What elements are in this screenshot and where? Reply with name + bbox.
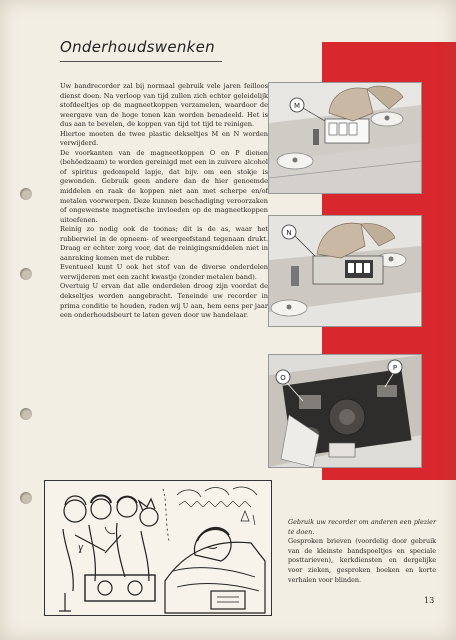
paragraph-3: De voorkanten van de magneetkoppen O en P dienen (behöedzaam) te worden gereinigd met een in zuivere alcohol of spiritus gedompeld lapje, dat bijv. om een stokje is gewonden. Gebruik geen andere dan de hier genoemde middelen en raak de koppen niet aan met scherpe en/of metalen voorwerpen. Deze kunnen beschadiging veroorzaken of ongewenste magnetische invloeden op de magneetkoppen uitoefenen.: [60, 148, 268, 224]
paragraph-1: Uw bandrecorder zal bij normaal gebruik vele jaren feilloos dienst doen. Na verloop van tijd zullen zich echter geleidelijk stofdeeltjes op de magneetkoppen verzamelen, waardoor de weergave van de hoge tonen kan worden benadeeld. Het is dus aan te bevelen, de koppen van tijd tot tijd te reinigen.: [60, 82, 268, 129]
binder-hole: [20, 268, 32, 280]
caption-italic: Gebruik uw recorder om anderen een plezier te doen.: [288, 518, 436, 536]
photo-heads-o-p: [268, 354, 422, 468]
title-underline: [60, 61, 222, 62]
caption-text: Gesproken brieven (voordelig door gebruik van de kleinste bandspoeltjes en speciale posttarieven), kerkdiensten en dergelijke voor zieken, gesproken boeken en korte verhalen voor blinden.: [288, 537, 436, 584]
label-n: N: [286, 229, 292, 237]
binder-hole: [20, 492, 32, 504]
binder-hole: [20, 188, 32, 200]
label-o: O: [280, 374, 286, 382]
paragraph-4: Reinig zo nodig ook de toonas; dit is de as, waar het rubberwiel in de opneem- of weergeefstand tegenaan drukt. Draag er echter zorg voor, dat de reinigingsmiddelen niet in aanraking komen met de rubber.: [60, 225, 268, 262]
paragraph-5: Eventueel kunt U ook het stof van de diverse onderdelen verwijderen met een zacht kwastje (zonder metalen band).: [60, 263, 268, 281]
paragraph-6: Overtuig U ervan dat alle onderdelen droog zijn voordat de dekseltjes worden aangebracht. Teneinde uw recorder in prima conditie te houden, raden wij U aan, hem eens per jaar een onderhoudsbeurt te laten geven door uw handelaar.: [60, 282, 268, 320]
label-p: P: [392, 364, 398, 372]
family-illustration: [44, 480, 272, 616]
photo-cover-m: [268, 82, 422, 194]
label-m: M: [293, 102, 301, 110]
binder-hole: [20, 408, 32, 420]
page-number: 13: [424, 596, 435, 605]
page-title: Onderhoudswenken: [60, 38, 215, 56]
paragraph-2: Hiertoe moeten de twee plastic dekseltjes M en N worden verwijderd.: [60, 129, 268, 148]
caption: [288, 518, 436, 585]
photo-cover-n: [268, 215, 422, 327]
body-text: [60, 82, 268, 321]
